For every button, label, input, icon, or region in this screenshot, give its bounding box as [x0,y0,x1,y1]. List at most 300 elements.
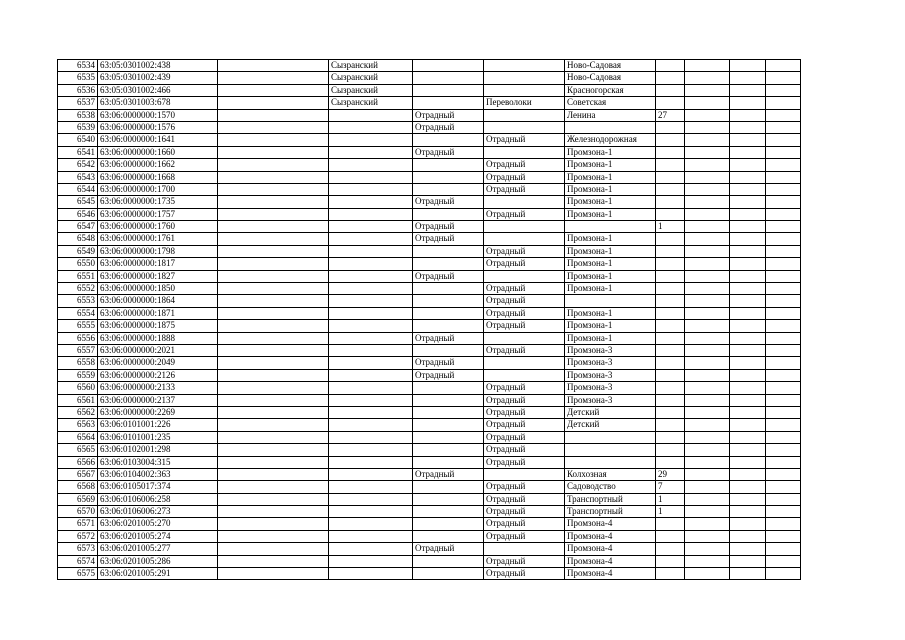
cell-col-empty [218,369,329,381]
cell-row-number: 6556 [58,332,98,344]
table-row [58,233,801,245]
cell-row-number: 6572 [58,530,98,542]
cell-col-9 [685,283,730,295]
cell-district [329,196,413,208]
cell-col-11 [766,518,801,530]
cell-district [329,394,413,406]
table-row [58,344,801,356]
cell-row-number: 6548 [58,233,98,245]
cell-city [413,134,484,146]
cell-col-11 [766,543,801,555]
cell-city [413,568,484,580]
cell-col-9 [685,233,730,245]
cell-cadastral-number: 63:06:0000000:2137 [98,394,218,406]
cell-col-9 [685,270,730,282]
cell-settlement: Отрадный [484,481,565,493]
cell-col-empty [218,97,329,109]
cell-house [656,530,685,542]
cell-col-11 [766,97,801,109]
cell-col-9 [685,344,730,356]
table-row [58,530,801,542]
cell-cadastral-number: 63:05:0301002:466 [98,84,218,96]
cell-col-11 [766,109,801,121]
cell-col-empty [218,357,329,369]
cell-district: Сызранский [329,72,413,84]
cell-city: Отрадный [413,221,484,233]
cell-row-number: 6547 [58,221,98,233]
cell-settlement: Переволоки [484,97,565,109]
cell-row-number: 6566 [58,456,98,468]
cell-row-number: 6563 [58,419,98,431]
cell-city: Отрадный [413,196,484,208]
cell-settlement: Отрадный [484,456,565,468]
cell-cadastral-number: 63:05:0301002:439 [98,72,218,84]
cell-row-number: 6541 [58,146,98,158]
cell-city [413,394,484,406]
cell-row-number: 6534 [58,60,98,72]
cell-cadastral-number: 63:06:0000000:1760 [98,221,218,233]
cell-cadastral-number: 63:06:0000000:1700 [98,183,218,195]
cell-col-9 [685,444,730,456]
cell-house [656,568,685,580]
cell-cadastral-number: 63:06:0105017:374 [98,481,218,493]
cell-col-empty [218,530,329,542]
table-row [58,245,801,257]
cell-house [656,332,685,344]
cell-col-empty [218,555,329,567]
cell-settlement: Отрадный [484,208,565,220]
cell-settlement: Отрадный [484,320,565,332]
cell-house [656,208,685,220]
table-row [58,555,801,567]
cell-col-9 [685,406,730,418]
cell-col-9 [685,382,730,394]
cell-row-number: 6575 [58,568,98,580]
cell-house [656,171,685,183]
cell-city [413,258,484,270]
cell-col-10 [730,109,766,121]
cell-col-9 [685,208,730,220]
cell-street [565,295,656,307]
cell-col-11 [766,320,801,332]
cell-col-10 [730,221,766,233]
table-row [58,146,801,158]
cell-col-10 [730,530,766,542]
cell-row-number: 6562 [58,406,98,418]
cell-city [413,208,484,220]
cell-settlement [484,221,565,233]
cell-district [329,245,413,257]
cell-city [413,555,484,567]
cell-col-9 [685,171,730,183]
cell-col-10 [730,344,766,356]
cell-house [656,233,685,245]
cell-cadastral-number: 63:06:0000000:1798 [98,245,218,257]
cell-settlement: Отрадный [484,295,565,307]
cell-district [329,506,413,518]
table-row [58,72,801,84]
cell-settlement: Отрадный [484,171,565,183]
cell-col-11 [766,555,801,567]
cell-col-empty [218,295,329,307]
cell-cadastral-number: 63:06:0000000:2021 [98,344,218,356]
cell-house [656,60,685,72]
cell-street: Ново-Садовая [565,60,656,72]
table-row [58,406,801,418]
table-row [58,444,801,456]
cell-col-empty [218,196,329,208]
cell-col-9 [685,72,730,84]
cell-street: Промзона-1 [565,258,656,270]
cell-col-10 [730,419,766,431]
table-row [58,159,801,171]
cell-row-number: 6571 [58,518,98,530]
cell-col-empty [218,543,329,555]
cell-col-empty [218,481,329,493]
cell-col-9 [685,543,730,555]
cell-district [329,518,413,530]
cell-cadastral-number: 63:06:0000000:1827 [98,270,218,282]
cell-col-10 [730,208,766,220]
cell-col-empty [218,245,329,257]
cell-col-10 [730,171,766,183]
cell-col-10 [730,183,766,195]
cell-house [656,431,685,443]
table-row [58,60,801,72]
cell-settlement [484,109,565,121]
cell-street: Транспортный [565,493,656,505]
cell-col-empty [218,320,329,332]
cell-cadastral-number: 63:06:0000000:1641 [98,134,218,146]
cell-district [329,468,413,480]
cell-col-9 [685,431,730,443]
cell-street: Промзона-1 [565,208,656,220]
cell-row-number: 6564 [58,431,98,443]
cell-street [565,221,656,233]
cell-row-number: 6570 [58,506,98,518]
cell-street: Промзона-4 [565,568,656,580]
cell-col-9 [685,196,730,208]
cell-cadastral-number: 63:06:0000000:1757 [98,208,218,220]
cell-cadastral-number: 63:06:0000000:1735 [98,196,218,208]
cell-cadastral-number: 63:06:0106006:273 [98,506,218,518]
cell-city [413,344,484,356]
cell-col-10 [730,481,766,493]
cell-col-9 [685,320,730,332]
cell-col-10 [730,406,766,418]
cell-cadastral-number: 63:06:0201005:270 [98,518,218,530]
cell-district [329,419,413,431]
cell-col-11 [766,382,801,394]
cell-cadastral-number: 63:06:0000000:2269 [98,406,218,418]
cell-col-10 [730,568,766,580]
cell-district [329,456,413,468]
cell-col-9 [685,134,730,146]
cell-col-9 [685,481,730,493]
cell-col-11 [766,283,801,295]
cell-street: Промзона-1 [565,283,656,295]
cell-col-10 [730,307,766,319]
cell-house [656,406,685,418]
cell-settlement: Отрадный [484,419,565,431]
cell-city: Отрадный [413,121,484,133]
cell-district [329,233,413,245]
cell-row-number: 6538 [58,109,98,121]
cell-settlement: Отрадный [484,382,565,394]
cell-cadastral-number: 63:06:0000000:1850 [98,283,218,295]
cell-settlement [484,60,565,72]
cell-col-10 [730,134,766,146]
cell-col-9 [685,84,730,96]
cell-house [656,295,685,307]
cell-house [656,134,685,146]
cell-house: 7 [656,481,685,493]
cell-street: Промзона-1 [565,320,656,332]
cell-city: Отрадный [413,332,484,344]
cell-settlement: Отрадный [484,394,565,406]
cell-cadastral-number: 63:06:0000000:1668 [98,171,218,183]
cell-col-empty [218,518,329,530]
cell-city: Отрадный [413,543,484,555]
cell-street: Красногорская [565,84,656,96]
cell-col-10 [730,369,766,381]
cell-city [413,431,484,443]
cell-settlement: Отрадный [484,518,565,530]
cell-row-number: 6554 [58,307,98,319]
cell-cadastral-number: 63:06:0000000:1817 [98,258,218,270]
cell-row-number: 6537 [58,97,98,109]
cell-col-11 [766,233,801,245]
cell-col-11 [766,506,801,518]
cell-house [656,419,685,431]
cell-street: Транспортный [565,506,656,518]
cell-col-10 [730,332,766,344]
cell-district: Сызранский [329,97,413,109]
cell-col-empty [218,221,329,233]
cell-col-empty [218,394,329,406]
cell-col-10 [730,84,766,96]
cell-city [413,406,484,418]
cell-district [329,530,413,542]
cell-col-10 [730,456,766,468]
cell-col-9 [685,109,730,121]
cell-street: Промзона-1 [565,183,656,195]
cell-street: Промзона-1 [565,233,656,245]
cell-col-9 [685,159,730,171]
cell-district [329,121,413,133]
cell-col-9 [685,468,730,480]
cell-col-11 [766,394,801,406]
cell-col-10 [730,258,766,270]
cell-city: Отрадный [413,233,484,245]
cell-city: Отрадный [413,109,484,121]
cell-city: Отрадный [413,369,484,381]
table-row [58,369,801,381]
cell-house [656,84,685,96]
cell-city [413,183,484,195]
cell-house [656,518,685,530]
cell-row-number: 6552 [58,283,98,295]
cell-house [656,146,685,158]
cell-street: Промзона-3 [565,382,656,394]
cell-cadastral-number: 63:06:0102001:298 [98,444,218,456]
cell-col-11 [766,245,801,257]
table-row [58,382,801,394]
table-row [58,468,801,480]
cell-row-number: 6542 [58,159,98,171]
cell-city [413,382,484,394]
cell-col-empty [218,431,329,443]
cell-col-11 [766,84,801,96]
cell-district [329,208,413,220]
table-row [58,543,801,555]
cell-city [413,444,484,456]
cell-col-10 [730,60,766,72]
cell-col-9 [685,506,730,518]
cell-district [329,543,413,555]
cell-city [413,72,484,84]
cell-col-9 [685,121,730,133]
cell-house [656,320,685,332]
cell-settlement: Отрадный [484,444,565,456]
cell-cadastral-number: 63:06:0000000:2049 [98,357,218,369]
cell-col-10 [730,506,766,518]
cell-col-11 [766,481,801,493]
cell-settlement [484,196,565,208]
cell-district [329,283,413,295]
cell-col-11 [766,196,801,208]
cell-row-number: 6559 [58,369,98,381]
table-row [58,419,801,431]
cell-street: Колхозная [565,468,656,480]
table-row [58,481,801,493]
cell-col-empty [218,506,329,518]
cell-col-empty [218,121,329,133]
cell-city: Отрадный [413,270,484,282]
cell-row-number: 6555 [58,320,98,332]
cell-street: Детский [565,406,656,418]
cell-col-11 [766,295,801,307]
cell-row-number: 6569 [58,493,98,505]
cell-city [413,481,484,493]
cell-street: Ленина [565,109,656,121]
cell-col-10 [730,295,766,307]
cell-city [413,456,484,468]
cell-settlement [484,121,565,133]
cell-row-number: 6544 [58,183,98,195]
cell-house: 27 [656,109,685,121]
cell-col-11 [766,171,801,183]
cell-district [329,171,413,183]
cell-district [329,270,413,282]
cell-col-empty [218,159,329,171]
cell-col-9 [685,530,730,542]
cell-city [413,419,484,431]
cell-row-number: 6560 [58,382,98,394]
cell-col-11 [766,456,801,468]
cell-street: Промзона-4 [565,543,656,555]
cell-street: Детский [565,419,656,431]
cell-district [329,109,413,121]
cell-district [329,332,413,344]
cell-house: 1 [656,493,685,505]
cell-col-empty [218,258,329,270]
cell-row-number: 6539 [58,121,98,133]
cell-street: Железнодорожная [565,134,656,146]
cell-col-empty [218,456,329,468]
cell-col-9 [685,146,730,158]
cell-settlement [484,543,565,555]
cell-col-empty [218,332,329,344]
cell-cadastral-number: 63:06:0000000:1864 [98,295,218,307]
cell-house [656,456,685,468]
cell-col-11 [766,406,801,418]
cell-district: Сызранский [329,60,413,72]
cell-settlement [484,468,565,480]
cell-col-10 [730,233,766,245]
cell-col-empty [218,444,329,456]
cell-street: Ново-Садовая [565,72,656,84]
cell-cadastral-number: 63:06:0000000:1871 [98,307,218,319]
table-row [58,196,801,208]
table-row [58,506,801,518]
cell-col-9 [685,518,730,530]
table-row [58,258,801,270]
cell-row-number: 6565 [58,444,98,456]
cell-district [329,444,413,456]
cell-col-10 [730,72,766,84]
cell-row-number: 6558 [58,357,98,369]
cell-cadastral-number: 63:06:0201005:274 [98,530,218,542]
cell-settlement [484,270,565,282]
cell-col-10 [730,283,766,295]
cell-district [329,344,413,356]
cell-col-10 [730,357,766,369]
cell-house [656,245,685,257]
cell-city [413,320,484,332]
cell-col-11 [766,146,801,158]
cell-settlement [484,369,565,381]
table-row [58,394,801,406]
cell-col-empty [218,208,329,220]
cell-col-11 [766,568,801,580]
cell-cadastral-number: 63:06:0000000:2133 [98,382,218,394]
cell-cadastral-number: 63:06:0000000:1660 [98,146,218,158]
cell-col-11 [766,60,801,72]
cell-settlement: Отрадный [484,283,565,295]
cell-street: Промзона-1 [565,196,656,208]
cell-row-number: 6573 [58,543,98,555]
cell-settlement [484,146,565,158]
cell-city [413,60,484,72]
table-row [58,431,801,443]
table-row [58,84,801,96]
cell-col-9 [685,258,730,270]
cell-row-number: 6545 [58,196,98,208]
cell-col-empty [218,233,329,245]
cell-col-9 [685,97,730,109]
cell-house [656,121,685,133]
cell-col-11 [766,419,801,431]
cell-col-9 [685,369,730,381]
cell-col-empty [218,493,329,505]
cell-street: Садоводство [565,481,656,493]
cell-row-number: 6550 [58,258,98,270]
cell-house [656,270,685,282]
cell-city [413,530,484,542]
cell-col-11 [766,270,801,282]
cell-col-11 [766,344,801,356]
